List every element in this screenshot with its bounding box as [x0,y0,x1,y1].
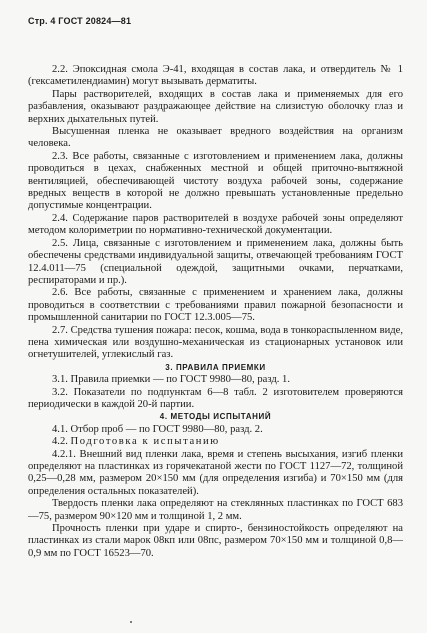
paragraph-2-2: 2.2. Эпоксидная смола Э-41, входящая в состав лака, и отвердитель № 1 (гексаметилендиамин) могут вызывать дерматиты. [28,64,403,88]
paragraph-2-3: 2.3. Все работы, связанные с изготовлением и применением лака, должны проводиться в цехах, снабженных местной и общей приточно-вытяжной вентиляцией, обеспечивающей чистоту воздуха рабочей зоны, содержание вредных веществ в которой не должно превышать установленные предельно допустимые концентрации. [28,150,403,212]
document-body [28,64,403,560]
paragraph-dried-film: Высушенная пленка не оказывает вредного воздействия на организм человека. [28,126,403,150]
paragraph-2-7: 2.7. Средства тушения пожара: песок, кошма, вода в тонкораспыленном виде, пена химическая или воздушно-механическая из стационарных установок или огнетушителей, углекислый газ. [28,324,403,361]
section-4-title: 4. МЕТОДЫ ИСПЫТАНИЙ [159,412,272,422]
paragraph-4-2-number: 4.2. [52,436,68,448]
paragraph-3-1: 3.1. Правила приемки — по ГОСТ 9980—80, разд. 1. [52,374,290,386]
paragraph-3-2: 3.2. Показатели по подпунктам 6—8 табл. 2 изготовителем проверяются периодически в каждой 20-й партии. [28,386,403,410]
paragraph-hardness: Твердость пленки лака определяют на стеклянных пластинках по ГОСТ 683—75, размером 90×120 мм и толщиной 1, 2 мм. [28,498,403,522]
paragraph-4-2-1: 4.2.1. Внешний вид пленки лака, время и степень высыхания, изгиб пленки определяют на пластинках из горячекатаной жести по ГОСТ 1127—72, толщиной 0,25—0,28 мм, размером 20×150 мм (для определения изгиба) и 70×150 мм (для определения остальных показателей). [28,448,403,497]
paragraph-2-5: 2.5. Лица, связанные с изготовлением и применением лака, должны быть обеспечены средствами индивидуальной защиты, отвечающей требованиям ГОСТ 12.4.011—75 (специальной одеждой, защитными очками, перчатками, респираторами и пр.). [28,237,403,286]
scan-speck [130,621,132,623]
paragraph-4-1: 4.1. Отбор проб — по ГОСТ 9980—80, разд. 2. [52,423,263,435]
paragraph-4-2 [28,436,403,448]
section-3-title: 3. ПРАВИЛА ПРИЕМКИ [165,362,266,372]
paragraph-impact-strength: Прочность пленки при ударе и спирто-, бензиностойкость определяют на пластинках из стали марок 08кп или 08пс, размером 70×150 мм и толщиной 0,8—0,9 мм по ГОСТ 16523—70. [28,523,403,559]
paragraph-vapors: Пары растворителей, входящих в состав лака и применяемых для его разбавления, оказывают раздражающее действие на слизистую оболочку глаз и верхних дыхательных путей. [28,88,403,125]
paragraph-2-6: 2.6. Все работы, связанные с применением и хранением лака, должны проводиться в соответствии с требованиями правил пожарной безопасности и промышленной санитарии по ГОСТ 12.3.005—75. [28,287,403,324]
paragraph-4-2-heading: Подготовка к испытанию [70,436,220,448]
page-header: Стр. 4 ГОСТ 20824—81 [28,16,132,26]
paragraph-2-4: 2.4. Содержание паров растворителей в воздухе рабочей зоны определяют методом колориметрии по нормативно-технической документации. [28,212,403,237]
